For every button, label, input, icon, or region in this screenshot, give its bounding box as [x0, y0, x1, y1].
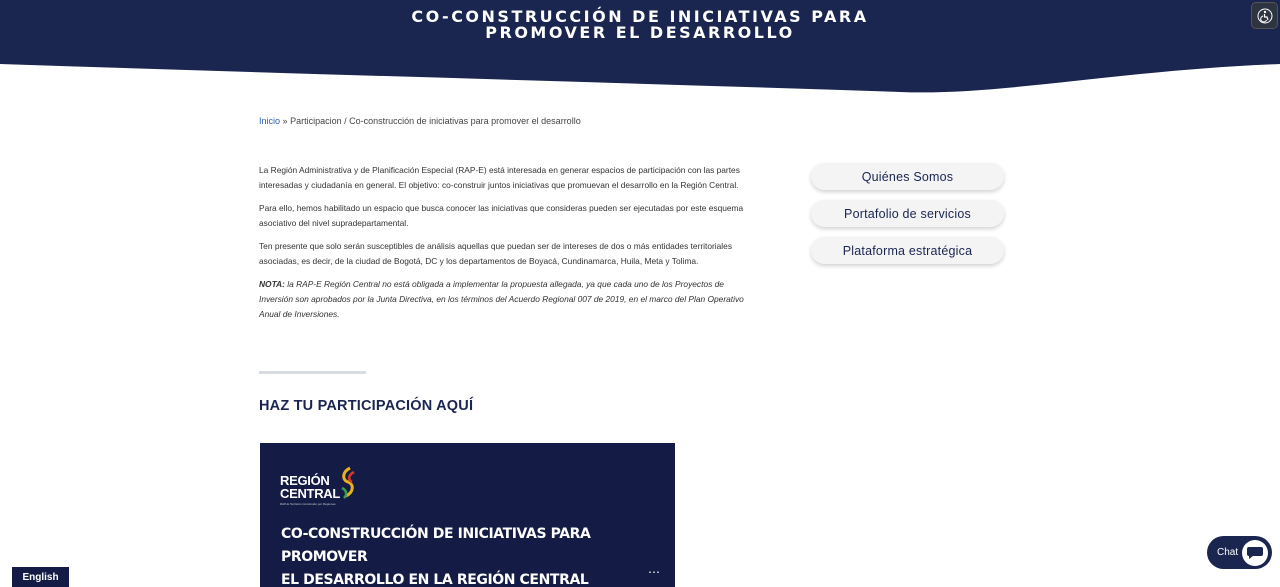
chat-bubble-icon[interactable] [1242, 540, 1268, 566]
intro-paragraph-2: Para ello, hemos habilitado un espacio que busca conocer las iniciativas que consideras pueden ser ejecutadas por este esquema asociativo del nivel supradepartamental. [259, 203, 744, 228]
accessibility-icon [1257, 8, 1273, 24]
intro-text [259, 163, 759, 330]
region-central-logo [280, 466, 370, 511]
note-paragraph [259, 277, 759, 322]
logo-line-1: REGIÓN [280, 473, 330, 488]
breadcrumb [259, 116, 581, 126]
breadcrumb-home-link[interactable]: Inicio [259, 116, 281, 126]
banner-title [281, 523, 671, 587]
sidebar-button-portafolio[interactable]: Portafolio de servicios [811, 200, 1004, 227]
breadcrumb-separator: » [282, 116, 288, 126]
speech-bubble-icon [1247, 546, 1263, 560]
intro-paragraph-1: La Región Administrativa y de Planificación Especial (RAP-E) está interesada en generar espacios de participación con las partes interesadas y ciudadanía en general. El objetivo: co-construir juntos iniciativas que promuevan el desarrollo en la Región Central. [259, 165, 740, 190]
page-header [0, 0, 1280, 95]
section-divider [259, 371, 366, 374]
note-label: NOTA: [259, 279, 285, 289]
section-title: HAZ TU PARTICIPACIÓN AQUÍ [259, 398, 474, 414]
logo-text [280, 474, 340, 500]
sidebar-button-quienes-somos[interactable]: Quiénes Somos [811, 163, 1004, 190]
chat-label: Chat [1217, 547, 1239, 558]
intro-paragraph-3: Ten presente que solo serán susceptibles de análisis aquellas que puedan ser de intereses de dos o más entidades territoriales asociadas, es decir, de la ciudad de Bogotá, DC y los departamentos de Boyacá, Cundinamarca, Huila, Meta y Tolima. [259, 241, 733, 266]
banner-title-line-1: CO-CONSTRUCCIÓN DE INICIATIVAS PARA PROMOVER [281, 526, 591, 565]
page-title-line-2: PROMOVER EL DESARROLLO [485, 23, 795, 42]
banner-more-icon[interactable]: ⋯ [648, 565, 661, 579]
logo-line-2: CENTRAL [280, 486, 341, 501]
page-title-line-1: CO-CONSTRUCCIÓN DE INICIATIVAS PARA [411, 7, 869, 26]
language-button[interactable]: English [12, 567, 69, 587]
logo-swirl-icon [336, 466, 360, 500]
banner-title-line-2: EL DESARROLLO EN LA REGIÓN CENTRAL [281, 572, 589, 587]
page-title [0, 9, 1280, 41]
participation-banner[interactable] [260, 443, 675, 587]
breadcrumb-current: Participacion / Co-construcción de iniciativas para promover el desarrollo [290, 116, 581, 126]
sidebar-button-plataforma[interactable]: Plataforma estratégica [811, 237, 1004, 264]
accessibility-button[interactable] [1251, 2, 1278, 29]
note-text: la RAP-E Región Central no está obligada a implementar la propuesta allegada, ya que cada uno de los Proyectos de Inversión son aprobados por la Junta Directiva, en los términos del Acuerdo Regional 007 de 2019, en el marco del Plan Operativo Anual de Inversiones. [259, 279, 744, 319]
logo-subtitle: RAP-E Territorio Construido por Regiones [280, 502, 336, 506]
